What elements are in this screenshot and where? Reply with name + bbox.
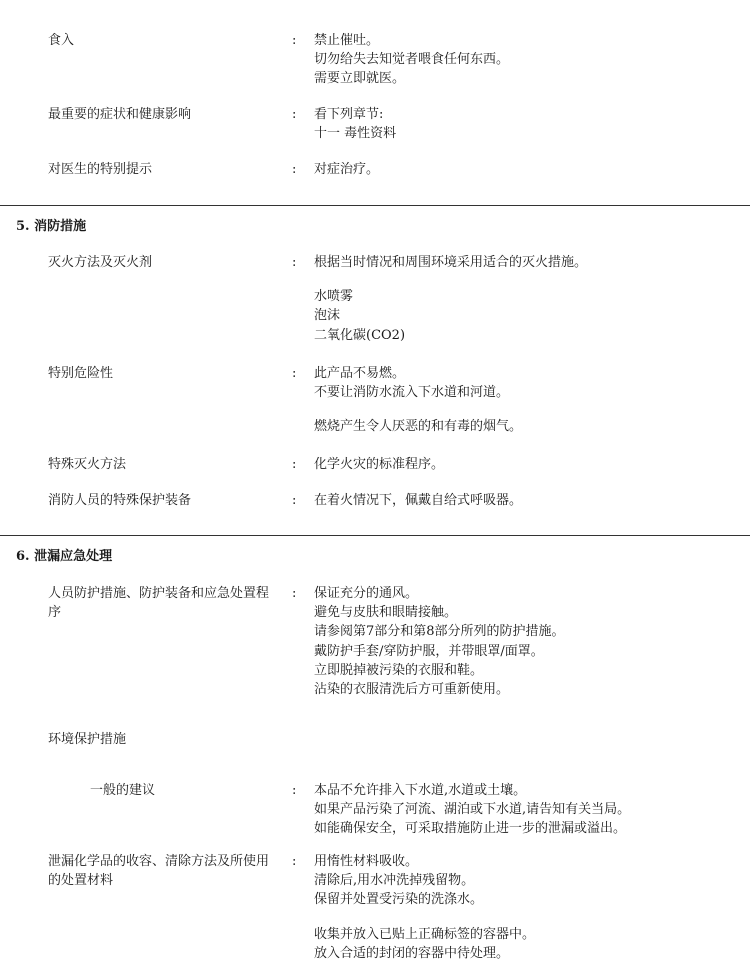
section-5-title: 5. 消防措施 <box>16 219 87 234</box>
text-line: 在着火情况下，佩戴自给式呼吸器。 <box>314 493 523 508</box>
separator: : <box>292 162 297 177</box>
personal-precautions-label: 人员防护措施、防护装备和应急处置程序 <box>48 586 270 620</box>
general-advice-label: 一般的建议 <box>90 783 156 798</box>
hazard-label: 特别危险性 <box>48 366 114 381</box>
ingestion-value <box>314 31 744 89</box>
text-line: 对症治疗。 <box>314 162 380 177</box>
cleanup-value <box>314 852 744 963</box>
text-line: 保证充分的通风。 <box>314 586 419 601</box>
text-line: 切勿给失去知觉者喂食任何东西。 <box>314 52 510 68</box>
extinguish-value <box>314 253 744 345</box>
text-line: 放入合适的封闭的容器中待处理。 <box>314 945 510 961</box>
separator: : <box>292 854 297 869</box>
firefighter-ppe-value <box>314 491 744 510</box>
text-line: 看下列章节: <box>314 107 384 122</box>
separator: : <box>292 457 297 472</box>
separator: : <box>292 586 297 601</box>
text-line: 二氧化碳(CO2) <box>314 327 406 343</box>
text-line: 不要让消防水流入下水道和河道。 <box>314 385 510 401</box>
ingestion-label: 食入 <box>48 33 75 48</box>
separator: : <box>292 255 297 270</box>
spacer <box>314 272 744 287</box>
hazard-value <box>314 364 744 437</box>
text-line: 水喷雾 <box>314 289 354 305</box>
cleanup-label: 泄漏化学品的收容、清除方法及所使用的处置材料 <box>48 854 270 888</box>
extinguish-label: 灭火方法及灭火剂 <box>48 255 153 270</box>
doctor-value <box>314 160 744 179</box>
section-divider <box>0 205 750 206</box>
separator: : <box>292 33 297 48</box>
personal-precautions-value <box>314 584 744 699</box>
symptoms-value <box>314 105 744 143</box>
text-line: 如能确保安全，可采取措施防止进一步的泄漏或溢出。 <box>314 821 627 837</box>
section-divider <box>0 535 750 536</box>
separator: : <box>292 366 297 381</box>
text-line: 根据当时情况和周围环境采用适合的灭火措施。 <box>314 255 588 270</box>
special-method-value <box>314 455 744 474</box>
text-line: 需要立即就医。 <box>314 71 406 87</box>
text-line: 如果产品污染了河流、湖泊或下水道,请告知有关当局。 <box>314 802 631 818</box>
doctor-label: 对医生的特别提示 <box>48 162 153 177</box>
section-6-title: 6. 泄漏应急处理 <box>16 549 113 564</box>
text-line: 禁止催吐。 <box>314 33 380 48</box>
text-line: 清除后,用水冲洗掉残留物。 <box>314 873 475 889</box>
text-line: 收集并放入已贴上正确标签的容器中。 <box>314 926 536 942</box>
text-line: 燃烧产生令人厌恶的和有毒的烟气。 <box>314 419 523 435</box>
special-method-label: 特殊灭火方法 <box>48 457 127 472</box>
firefighter-ppe-label: 消防人员的特殊保护装备 <box>48 493 192 508</box>
text-line: 避免与皮肤和眼睛接触。 <box>314 605 458 621</box>
symptoms-label: 最重要的症状和健康影响 <box>48 107 192 122</box>
text-line: 泡沫 <box>314 308 341 324</box>
separator: : <box>292 783 297 798</box>
spacer <box>314 910 744 925</box>
text-line: 立即脱掉被污染的衣服和鞋。 <box>314 662 484 678</box>
separator: : <box>292 107 297 122</box>
text-line: 此产品不易燃。 <box>314 366 406 381</box>
text-line: 化学火灾的标准程序。 <box>314 457 445 472</box>
general-advice-value <box>314 781 744 839</box>
text-line: 沾染的衣服清洗后方可重新使用。 <box>314 682 510 698</box>
text-line: 十一 毒性资料 <box>314 126 397 142</box>
spacer <box>314 402 744 417</box>
env-precautions-label: 环境保护措施 <box>48 732 127 747</box>
text-line: 戴防护手套/穿防护服，并带眼罩/面罩。 <box>314 643 544 659</box>
text-line: 用惰性材料吸收。 <box>314 854 419 869</box>
separator: : <box>292 493 297 508</box>
text-line: 保留并处置受污染的洗涤水。 <box>314 892 484 908</box>
text-line: 请参阅第7部分和第8部分所列的防护措施。 <box>314 624 565 640</box>
text-line: 本品不允许排入下水道,水道或土壤。 <box>314 783 527 798</box>
